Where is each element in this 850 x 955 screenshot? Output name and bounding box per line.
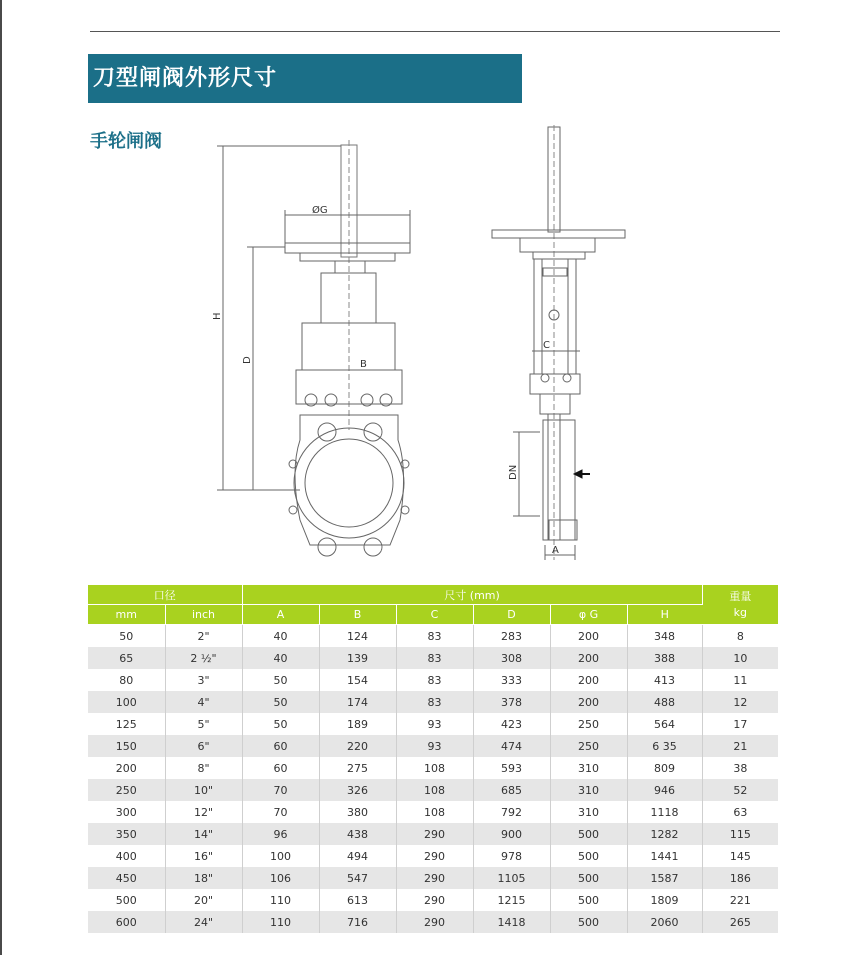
table-cell: 290 <box>396 845 473 867</box>
table-cell: 174 <box>319 691 396 713</box>
table-cell: 6" <box>165 735 242 757</box>
col-header-mm: mm <box>88 605 165 625</box>
table-cell: 100 <box>242 845 319 867</box>
table-cell: 474 <box>473 735 550 757</box>
col-header-inch: inch <box>165 605 242 625</box>
table-cell: 275 <box>319 757 396 779</box>
table-cell: 16" <box>165 845 242 867</box>
table-cell: 500 <box>550 911 627 933</box>
table-cell: 326 <box>319 779 396 801</box>
page-title: 刀型闸阀外形尺寸 <box>88 54 522 103</box>
table-cell: 500 <box>550 823 627 845</box>
table-cell: 300 <box>88 801 165 823</box>
table-row <box>88 647 778 669</box>
table-cell: 310 <box>550 757 627 779</box>
table-cell: 388 <box>627 647 702 669</box>
table-cell: 24" <box>165 911 242 933</box>
table-cell: 978 <box>473 845 550 867</box>
table-cell: 50 <box>88 625 165 648</box>
table-cell: 290 <box>396 889 473 911</box>
table-cell: 310 <box>550 801 627 823</box>
table-cell: 5" <box>165 713 242 735</box>
table-cell: 2" <box>165 625 242 648</box>
table-cell: 290 <box>396 823 473 845</box>
col-header-d: D <box>473 605 550 625</box>
table-cell: 1215 <box>473 889 550 911</box>
table-cell: 200 <box>550 647 627 669</box>
table-cell: 500 <box>550 867 627 889</box>
col-header-h: H <box>627 605 702 625</box>
table-cell: 60 <box>242 757 319 779</box>
table-cell: 438 <box>319 823 396 845</box>
table-cell: 1809 <box>627 889 702 911</box>
section-subtitle: 手轮闸阀 <box>90 131 162 152</box>
table-cell: 4" <box>165 691 242 713</box>
table-cell: 613 <box>319 889 396 911</box>
table-cell: 308 <box>473 647 550 669</box>
table-cell: 283 <box>473 625 550 648</box>
table-cell: 1105 <box>473 867 550 889</box>
table-cell: 65 <box>88 647 165 669</box>
table-cell: 21 <box>702 735 778 757</box>
table-cell: 494 <box>319 845 396 867</box>
table-cell: 40 <box>242 625 319 648</box>
col-header-b: B <box>319 605 396 625</box>
table-cell: 108 <box>396 757 473 779</box>
table-cell: 125 <box>88 713 165 735</box>
table-cell: 809 <box>627 757 702 779</box>
table-cell: 200 <box>550 691 627 713</box>
table-cell: 450 <box>88 867 165 889</box>
label-b: B <box>360 359 367 370</box>
col-header-c: C <box>396 605 473 625</box>
table-cell: 83 <box>396 625 473 648</box>
table-row <box>88 911 778 933</box>
table-cell: 488 <box>627 691 702 713</box>
table-cell: 10 <box>702 647 778 669</box>
table-cell: 413 <box>627 669 702 691</box>
table-cell: 100 <box>88 691 165 713</box>
table-cell: 600 <box>88 911 165 933</box>
label-d: D <box>242 356 253 364</box>
table-cell: 63 <box>702 801 778 823</box>
header-weight-label: 重量 <box>729 589 752 603</box>
table-cell: 52 <box>702 779 778 801</box>
table-cell: 1418 <box>473 911 550 933</box>
table-cell: 250 <box>550 713 627 735</box>
table-cell: 593 <box>473 757 550 779</box>
table-cell: 12 <box>702 691 778 713</box>
table-cell: 564 <box>627 713 702 735</box>
table-cell: 200 <box>550 625 627 648</box>
table-cell: 310 <box>550 779 627 801</box>
dimension-table <box>88 585 778 933</box>
table-cell: 1441 <box>627 845 702 867</box>
table-row <box>88 757 778 779</box>
table-cell: 14" <box>165 823 242 845</box>
table-cell: 547 <box>319 867 396 889</box>
table-cell: 500 <box>550 845 627 867</box>
table-cell: 110 <box>242 889 319 911</box>
table-cell: 290 <box>396 867 473 889</box>
table-cell: 200 <box>88 757 165 779</box>
header-weight-unit: kg <box>733 605 747 619</box>
table-cell: 83 <box>396 669 473 691</box>
table-body <box>88 625 778 934</box>
table-cell: 3" <box>165 669 242 691</box>
table-cell: 70 <box>242 779 319 801</box>
table-cell: 423 <box>473 713 550 735</box>
table-cell: 11 <box>702 669 778 691</box>
table-cell: 221 <box>702 889 778 911</box>
table-cell: 145 <box>702 845 778 867</box>
table-cell: 115 <box>702 823 778 845</box>
table-cell: 8 <box>702 625 778 648</box>
table-cell: 189 <box>319 713 396 735</box>
header-size: 口径 <box>88 585 242 605</box>
table-cell: 900 <box>473 823 550 845</box>
table-cell: 1587 <box>627 867 702 889</box>
table-cell: 350 <box>88 823 165 845</box>
label-g: ØG <box>312 205 328 216</box>
header-dimensions: 尺寸 (mm) <box>242 585 702 605</box>
table-cell: 10" <box>165 779 242 801</box>
table-cell: 265 <box>702 911 778 933</box>
table-cell: 93 <box>396 713 473 735</box>
table-cell: 946 <box>627 779 702 801</box>
table-cell: 124 <box>319 625 396 648</box>
table-row <box>88 779 778 801</box>
side-view <box>492 125 625 560</box>
table-cell: 83 <box>396 691 473 713</box>
table-cell: 20" <box>165 889 242 911</box>
table-cell: 250 <box>88 779 165 801</box>
table-cell: 348 <box>627 625 702 648</box>
table-row <box>88 625 778 648</box>
table-cell: 8" <box>165 757 242 779</box>
table-cell: 685 <box>473 779 550 801</box>
table-cell: 96 <box>242 823 319 845</box>
table-row <box>88 889 778 911</box>
table-cell: 378 <box>473 691 550 713</box>
table-cell: 333 <box>473 669 550 691</box>
table-cell: 186 <box>702 867 778 889</box>
table-cell: 792 <box>473 801 550 823</box>
table-cell: 500 <box>88 889 165 911</box>
table-cell: 50 <box>242 669 319 691</box>
table-cell: 38 <box>702 757 778 779</box>
table-cell: 108 <box>396 801 473 823</box>
header-weight <box>702 585 778 625</box>
table-cell: 12" <box>165 801 242 823</box>
label-a: A <box>552 545 559 556</box>
table-cell: 70 <box>242 801 319 823</box>
table-cell: 220 <box>319 735 396 757</box>
col-header-a: A <box>242 605 319 625</box>
front-view <box>217 140 410 556</box>
table-row <box>88 867 778 889</box>
table-cell: 17 <box>702 713 778 735</box>
table-cell: 50 <box>242 713 319 735</box>
table-cell: 154 <box>319 669 396 691</box>
table-row <box>88 845 778 867</box>
table-cell: 110 <box>242 911 319 933</box>
table-cell: 2060 <box>627 911 702 933</box>
table-cell: 1118 <box>627 801 702 823</box>
table-row <box>88 735 778 757</box>
table-cell: 50 <box>242 691 319 713</box>
table-cell: 400 <box>88 845 165 867</box>
table-cell: 106 <box>242 867 319 889</box>
table-cell: 2 ½" <box>165 647 242 669</box>
table-cell: 108 <box>396 779 473 801</box>
table-cell: 83 <box>396 647 473 669</box>
table-row <box>88 669 778 691</box>
table-row <box>88 691 778 713</box>
table-cell: 200 <box>550 669 627 691</box>
label-dn: DN <box>508 464 519 480</box>
table-cell: 500 <box>550 889 627 911</box>
table-cell: 40 <box>242 647 319 669</box>
table-cell: 1282 <box>627 823 702 845</box>
table-cell: 6 35 <box>627 735 702 757</box>
table-cell: 380 <box>319 801 396 823</box>
table-cell: 80 <box>88 669 165 691</box>
table-cell: 18" <box>165 867 242 889</box>
table-cell: 716 <box>319 911 396 933</box>
table-cell: 60 <box>242 735 319 757</box>
label-h: H <box>212 312 223 320</box>
col-header-g: φ G <box>550 605 627 625</box>
table-row <box>88 713 778 735</box>
table-cell: 250 <box>550 735 627 757</box>
label-c: C <box>543 340 550 351</box>
table-row <box>88 801 778 823</box>
table-cell: 139 <box>319 647 396 669</box>
table-cell: 150 <box>88 735 165 757</box>
table-cell: 290 <box>396 911 473 933</box>
table-row <box>88 823 778 845</box>
table-cell: 93 <box>396 735 473 757</box>
